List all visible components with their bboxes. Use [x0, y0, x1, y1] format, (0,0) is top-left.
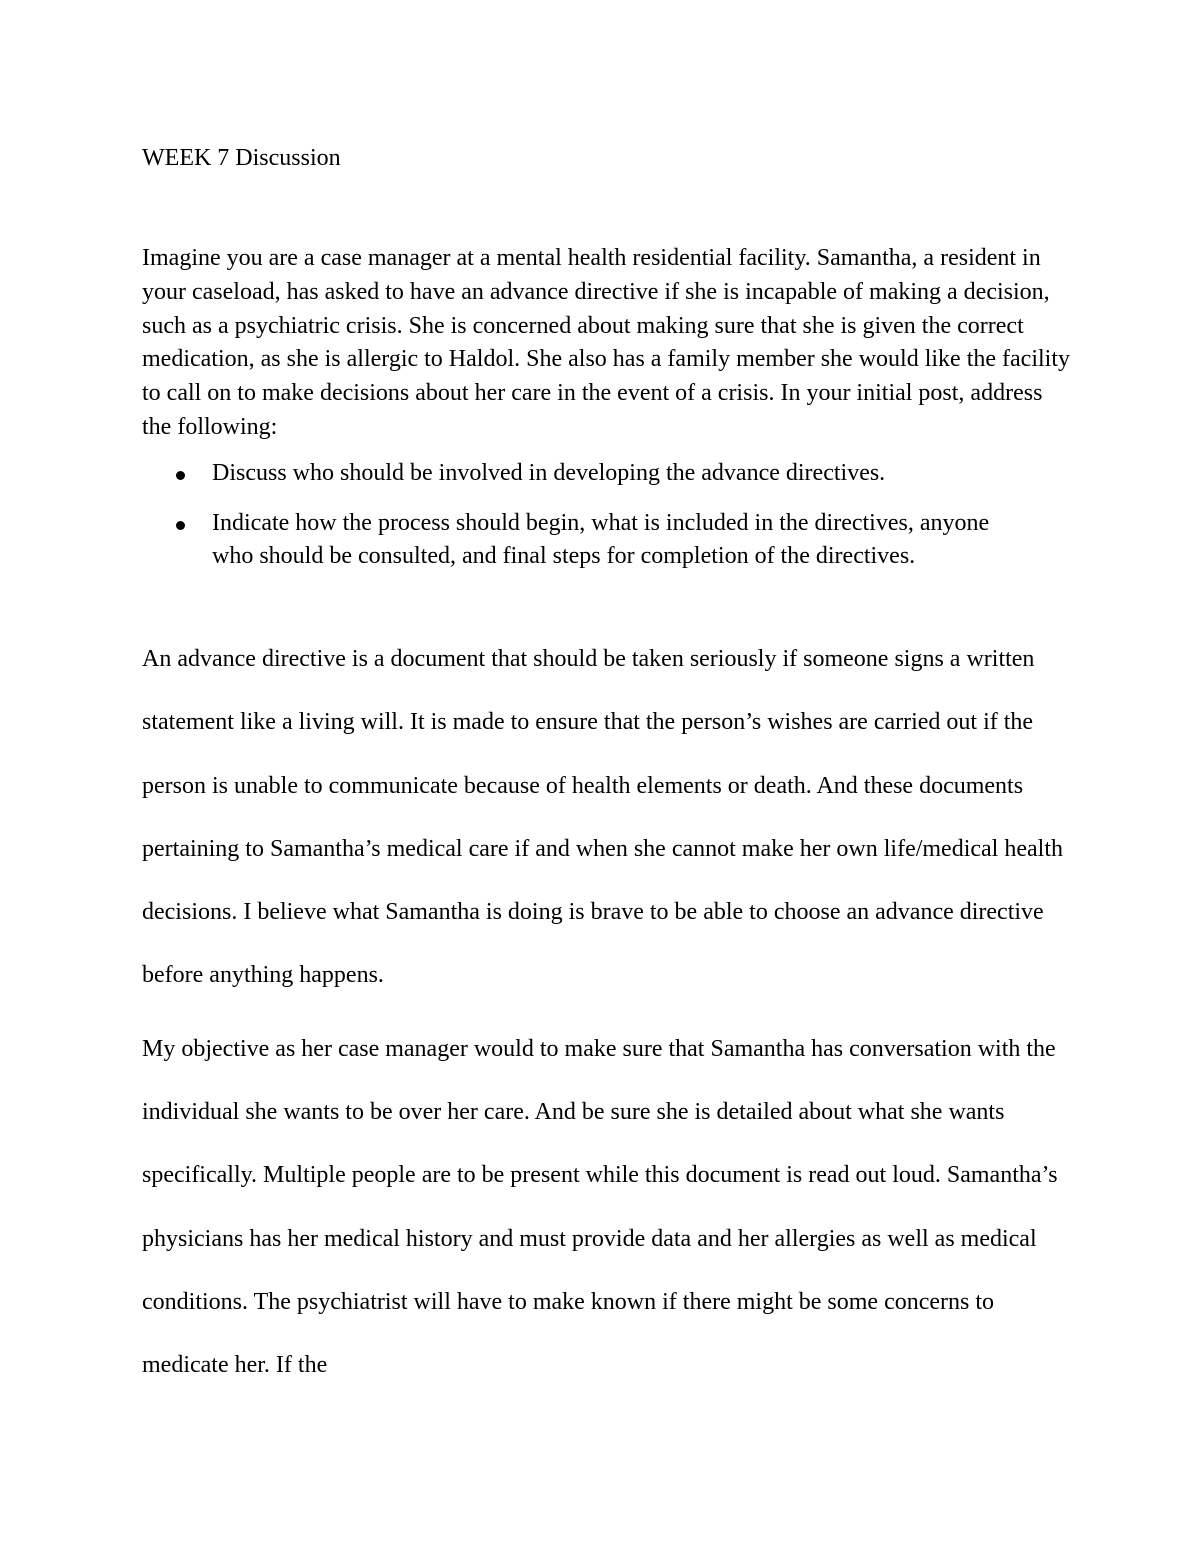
response-paragraph: My objective as her case manager would to make sure that Samantha has conversation with the individual she wants to be over her care. And be sure she is detailed about what she wants specifically. Multiple people are to be present while this document is read out loud. Samantha’s physicians has her medical history and must provide data and her allergies as well as medical conditions. The psychiatrist will have to make known if there might be some concerns to medicate her. If the [142, 1035, 1058, 1379]
bullet-text: Indicate how the process should begin, what is included in the directives, anyone who should be consulted, and final steps for completion of the directives. [212, 509, 990, 570]
list-item [142, 507, 1032, 575]
prompt-intro: Imagine you are a case manager at a mental health residential facility. Samantha, a resident in your caseload, has asked to have an advance directive if she is incapable of making a decision, such as a psychiatric crisis. She is concerned about making sure that she is given the correct medication, as she is allergic to Haldol. She also has a family member she would like the facility to call on to make decisions about her care in the event of a crisis. In your initial post, address the following: [142, 245, 1070, 440]
prompt-bullet-list [142, 457, 1072, 574]
bullet-icon [176, 521, 185, 530]
bullet-text: Discuss who should be involved in developing the advance directives. [212, 459, 886, 486]
document-title: WEEK 7 Discussion [142, 145, 341, 171]
bullet-icon [176, 471, 185, 480]
discussion-response [142, 628, 1072, 1398]
response-paragraph: An advance directive is a document that should be taken seriously if someone signs a written statement like a living will. It is made to ensure that the person’s wishes are carried out if the person is unable to communicate because of health elements or death. And these documents pertaining to Samantha’s medical care if and when she cannot make her own life/medical health decisions. I believe what Samantha is doing is brave to be able to choose an advance directive before anything happens. [142, 646, 1063, 989]
discussion-prompt [142, 242, 1072, 590]
list-item [142, 457, 1032, 491]
